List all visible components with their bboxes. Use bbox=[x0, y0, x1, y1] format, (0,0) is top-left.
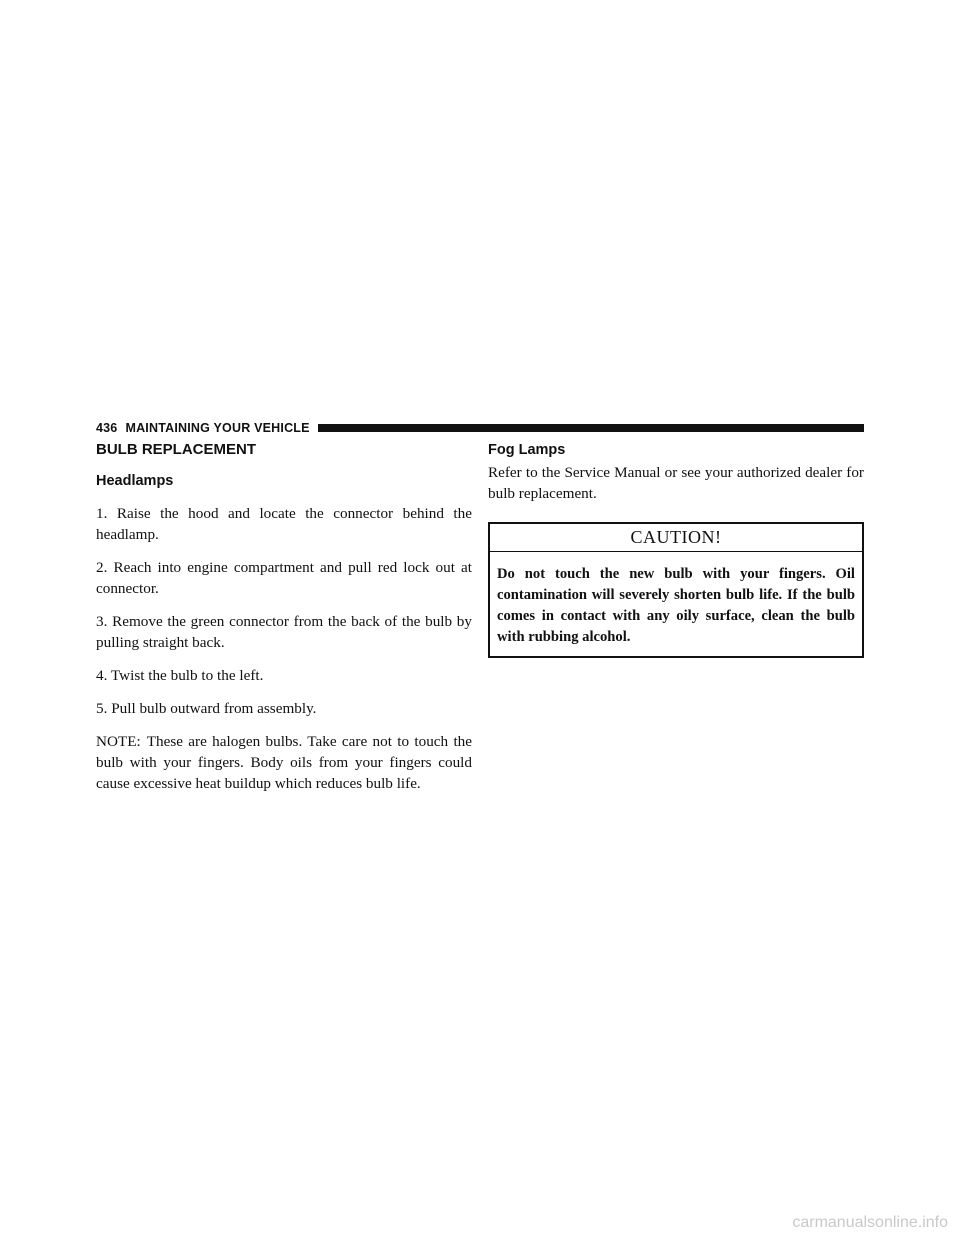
step-4: 4. Twist the bulb to the left. bbox=[96, 667, 264, 684]
caution-title: CAUTION! bbox=[490, 524, 862, 552]
section-heading: BULB REPLACEMENT bbox=[96, 441, 256, 458]
left-column bbox=[96, 440, 472, 794]
page-header bbox=[96, 420, 864, 436]
fog-lamps-text: Refer to the Service Manual or see your authorized dealer for bulb replacement. bbox=[488, 464, 864, 502]
headlamps-heading: Headlamps bbox=[96, 473, 174, 489]
page-number: 436 bbox=[96, 421, 118, 435]
fog-lamps-heading: Fog Lamps bbox=[488, 442, 566, 458]
caution-text: Do not touch the new bulb with your fingers. Oil contamination will severely shorten bulb life. If the bulb comes in contact with any oily surface, clean the bulb with rubbing alcohol. bbox=[497, 566, 855, 645]
step-1: 1. Raise the hood and locate the connector behind the headlamp. bbox=[96, 505, 472, 543]
note-paragraph bbox=[96, 731, 472, 794]
right-column bbox=[488, 440, 864, 658]
note-label: NOTE: bbox=[96, 733, 141, 750]
step-2: 2. Reach into engine compartment and pull red lock out at connector. bbox=[96, 559, 472, 597]
header-rule bbox=[318, 424, 864, 432]
watermark: carmanualsonline.info bbox=[792, 1214, 948, 1231]
step-5: 5. Pull bulb outward from assembly. bbox=[96, 700, 317, 717]
step-3: 3. Remove the green connector from the back of the bulb by pulling straight back. bbox=[96, 613, 472, 651]
note-text: These are halogen bulbs. Take care not to touch the bulb with your fingers. Body oils from your fingers could cause excessive heat buildup which reduces bulb life. bbox=[96, 733, 472, 792]
caution-box bbox=[488, 522, 864, 658]
section-title: MAINTAINING YOUR VEHICLE bbox=[125, 421, 310, 435]
